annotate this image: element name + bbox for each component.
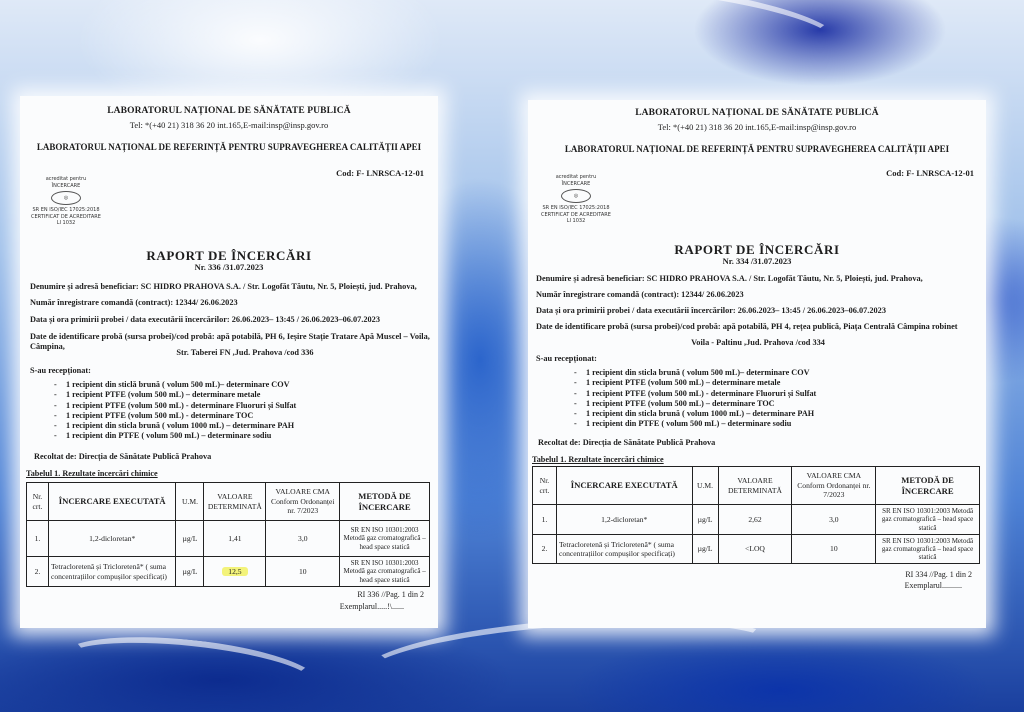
form-code: Cod: F- LNRSCA-12-01 — [886, 168, 974, 178]
table-header: METODĂ DE ÎNCERCARE — [340, 483, 430, 521]
exemplar-line: Exemplarul.....!\...... — [339, 602, 404, 611]
collected-line: Recoltat de: Direcția de Sănătate Publică Prahova — [34, 452, 212, 461]
table-header: VALOARE DETERMINATĂ — [204, 483, 266, 521]
report-title: RAPORT DE ÎNCERCĂRI — [674, 242, 840, 257]
list-item: - 1 recipient din PTFE ( volum 500 mL) – determinare sodiu — [574, 419, 974, 429]
lab-name: LABORATORUL NAȚIONAL DE SĂNĂTATE PUBLICĂ — [107, 106, 351, 116]
table-header: METODĂ DE ÎNCERCARE — [876, 467, 980, 505]
table-header: ÎNCERCARE EXECUTATĂ — [556, 467, 692, 505]
report-document-336 — [20, 96, 438, 628]
lab-name: LABORATORUL NAȚIONAL DE SĂNĂTATE PUBLICĂ — [635, 108, 879, 118]
list-item: - 1 recipient din sticlă brună ( volum 500 mL)– determinare COV — [54, 380, 424, 390]
report-number: Nr. 336 /31.07.2023 — [194, 262, 264, 272]
sample-id-line: Date de identificare probă (sursa probei)/cod probă: apă potabilă, PH 6, Ieșire Stație Tratare Apă Muscel – Voila, Câmpina, — [30, 332, 430, 352]
table-header: U.M. — [692, 467, 718, 505]
results-table — [26, 482, 430, 587]
lab-contact: Tel: *(+40 21) 318 36 20 int.165,E-mail:insp@insp.gov.ro — [657, 122, 857, 132]
list-item: - 1 recipient din sticla brună ( volum 1000 mL) – determinare PAH — [54, 421, 424, 431]
list-item: - 1 recipient din PTFE ( volum 500 mL) – determinare sodiu — [54, 431, 424, 441]
received-list — [54, 380, 424, 442]
received-label: S-au recepționat: — [536, 354, 597, 363]
list-item: - 1 recipient din sticla brună ( volum 1000 mL) – determinare PAH — [574, 409, 974, 419]
report-document-334 — [528, 100, 986, 628]
accreditation-logo-icon: ◎ — [561, 189, 591, 203]
sample-id-line: Date de identificare probă (sursa probei)/cod probă: apă potabilă, PH 4, rețea publică, Piața Centrală Câmpina robinet — [536, 322, 958, 331]
table-header: VALOARE CMA Conform Ordonanței nr. 7/2023 — [266, 483, 340, 521]
order-line: Număr înregistrare comandă (contract): 12344/ 26.06.2023 — [30, 298, 238, 307]
wave-decoration — [537, 0, 842, 71]
table-row: 1. 1,2-dicloretan* µg/L 1,41 3,0 SR EN ISO 10301:2003 Metodă gaz cromatografică – head space statică — [27, 521, 430, 557]
accreditation-stamp: acreditat pentru ÎNCERCARE ◎ SR EN ISO/IEC 17025:2018 CERTIFICAT DE ACREDITARE LI 1032 — [541, 174, 611, 224]
collected-line: Recoltat de: Direcția de Sănătate Publică Prahova — [538, 438, 716, 447]
list-item: - 1 recipient PTFE (volum 500 mL) - determinare Fluoruri și Sulfat — [54, 401, 424, 411]
table-header: VALOARE DETERMINATĂ — [718, 467, 792, 505]
table-header: Nr. crt. — [27, 483, 49, 521]
table-caption: Tabelul 1. Rezultate încercări chimice — [532, 455, 664, 464]
table-header: ÎNCERCARE EXECUTATĂ — [48, 483, 176, 521]
exemplar-line: Exemplarul.......... — [904, 581, 962, 590]
table-row: 1. 1,2-dicloretan* µg/L 2,62 3,0 SR EN ISO 10301:2003 Metodă gaz cromatografică – head space statică — [533, 505, 980, 535]
highlighted-value: 12,5 — [222, 567, 247, 576]
table-row: 2. Tetracloretenă și Tricloretenă* ( suma concentrațiilor compușilor specificați) µg/L <LOQ 10 SR EN ISO 10301:2003 Metodă gaz cromatografică – head space statică — [533, 535, 980, 564]
list-item: - 1 recipient PTFE (volum 500 mL) – determinare TOC — [574, 399, 974, 409]
table-header: VALOARE CMA Conform Ordonanței nr. 7/2023 — [792, 467, 876, 505]
results-table — [532, 466, 980, 564]
lab-contact: Tel: *(+40 21) 318 36 20 int.165,E-mail:insp@insp.gov.ro — [129, 120, 329, 130]
beneficiary-line: Denumire și adresă beneficiar: SC HIDRO PRAHOVA S.A. / Str. Logofăt Tăutu, Nr. 5, Ploiești, jud. Prahova, — [30, 282, 417, 291]
accreditation-logo-icon: ◎ — [51, 191, 81, 205]
order-line: Număr înregistrare comandă (contract): 12344/ 26.06.2023 — [536, 290, 744, 299]
report-number: Nr. 334 /31.07.2023 — [722, 256, 792, 266]
sample-id-line-2: Voila - Paltinu ,Jud. Prahova /cod 334 — [691, 338, 825, 347]
list-item: - 1 recipient din sticla brună ( volum 500 mL)– determinare COV — [574, 368, 974, 378]
form-code: Cod: F- LNRSCA-12-01 — [336, 168, 424, 178]
reference-lab-title: LABORATORUL NAȚIONAL DE REFERINȚĂ PENTRU SUPRAVEGHEREA CALITĂȚII APEI — [36, 142, 422, 152]
received-list — [574, 368, 974, 430]
beneficiary-line: Denumire și adresă beneficiar: SC HIDRO PRAHOVA S.A. / Str. Logofăt Tăutu, Nr. 5, Ploiești, jud. Prahova, — [536, 274, 923, 283]
list-item: - 1 recipient PTFE (volum 500 mL) – determinare metale — [54, 390, 424, 400]
table-caption: Tabelul 1. Rezultate încercări chimice — [26, 469, 158, 478]
date-line: Data și ora primirii probei / data executării încercărilor: 26.06.2023– 13:45 / 26.06.2023–06.07.2023 — [30, 315, 380, 324]
reference-lab-title: LABORATORUL NAȚIONAL DE REFERINȚĂ PENTRU SUPRAVEGHEREA CALITĂȚII APEI — [564, 144, 950, 154]
list-item: - 1 recipient PTFE (volum 500 mL) - determinare TOC — [54, 411, 424, 421]
accreditation-stamp: acreditat pentru ÎNCERCARE ◎ SR EN ISO/IEC 17025:2018 CERTIFICAT DE ACREDITARE LI 1032 — [31, 176, 101, 226]
page-reference: RI 334 //Pag. 1 din 2 — [905, 570, 972, 579]
report-title: RAPORT DE ÎNCERCĂRI — [146, 248, 312, 263]
table-header: Nr. crt. — [533, 467, 557, 505]
list-item: - 1 recipient PTFE (volum 500 mL) - determinare Fluoruri și Sulfat — [574, 389, 974, 399]
page-reference: RI 336 //Pag. 1 din 2 — [357, 590, 424, 599]
sample-id-line-2: Str. Taberei FN ,Jud. Prahova /cod 336 — [176, 348, 314, 357]
date-line: Data și ora primirii probei / data executării încercărilor: 26.06.2023– 13:45 / 26.06.2023–06.07.2023 — [536, 306, 886, 315]
table-header: U.M. — [176, 483, 204, 521]
wave-decoration — [58, 627, 323, 712]
table-row: 2. Tetracloretenă și Tricloretenă* ( suma concentrațiilor compușilor specificați) µg/L 12,5 10 SR EN ISO 10301:2003 Metodă gaz cromatografică – head space statică — [27, 557, 430, 587]
list-item: - 1 recipient PTFE (volum 500 mL) – determinare metale — [574, 378, 974, 388]
received-label: S-au recepționat: — [30, 366, 91, 375]
